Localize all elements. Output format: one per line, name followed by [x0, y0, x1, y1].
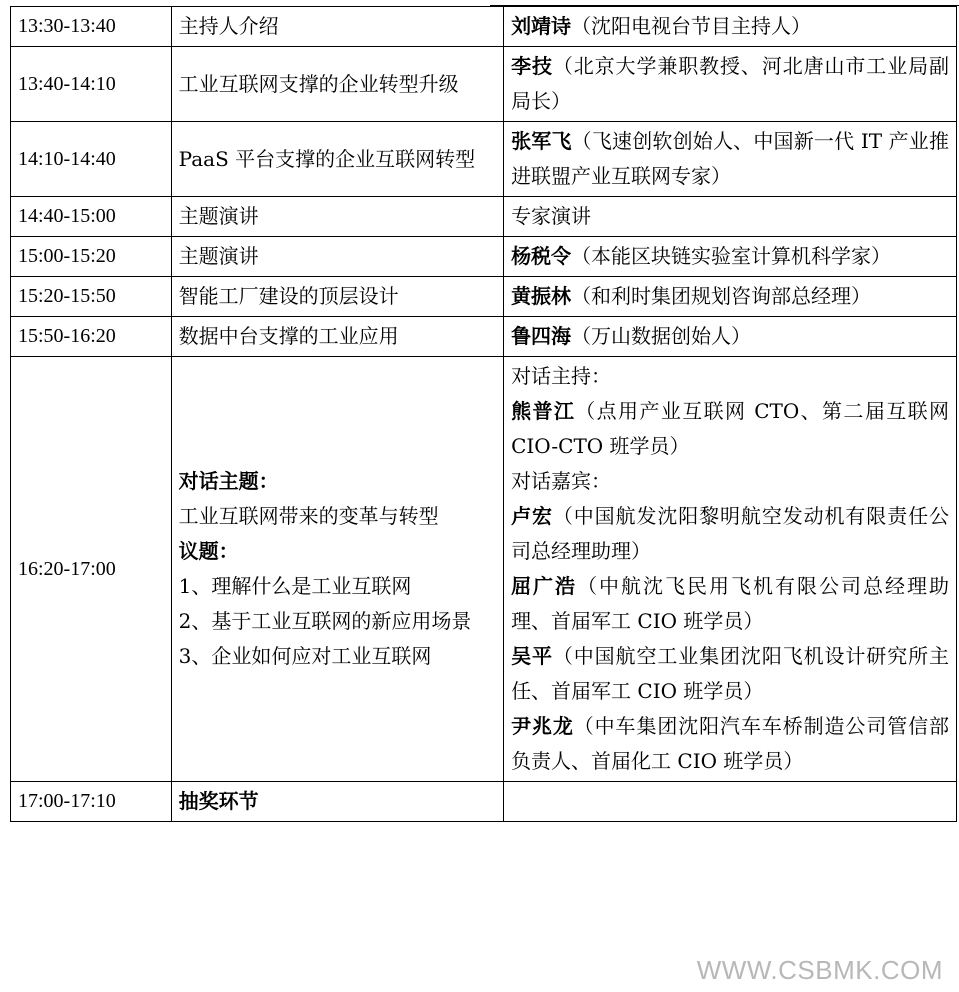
dialogue-issues-label: 议题：	[178, 539, 239, 563]
guest-desc: （中国航空工业集团沈阳飞机设计研究所主任、首届军工 CIO 班学员）	[511, 644, 950, 703]
speaker-desc: （北京大学兼职教授、河北唐山市工业局副局长）	[511, 54, 950, 113]
table-row	[11, 47, 957, 122]
speaker-desc: （万山数据创始人）	[571, 324, 752, 348]
guest-name: 卢宏	[511, 504, 553, 528]
dialogue-issue: 3、企业如何应对工业互联网	[178, 644, 432, 668]
topic-cell: 智能工厂建设的顶层设计	[171, 277, 503, 317]
speaker-desc: （沈阳电视台节目主持人）	[571, 14, 812, 38]
speaker-cell	[504, 317, 957, 357]
speaker-name: 黄振林	[511, 284, 572, 308]
dialogue-guest	[511, 709, 949, 779]
host-name: 熊普江	[511, 399, 576, 423]
dialogue-theme: 工业互联网带来的变革与转型	[178, 504, 439, 528]
speaker-name: 刘靖诗	[511, 14, 572, 38]
time-cell: 14:10-14:40	[11, 122, 172, 197]
topic-cell: 主题演讲	[171, 197, 503, 237]
agenda-table	[10, 6, 957, 822]
speaker-name: 鲁四海	[511, 324, 572, 348]
dialogue-theme-label: 对话主题：	[178, 469, 279, 493]
dialogue-guest	[511, 569, 949, 639]
dialogue-host	[511, 394, 949, 464]
speaker-cell	[504, 7, 957, 47]
dialogue-host-label: 对话主持：	[511, 364, 612, 388]
topic-cell: 抽奖环节	[171, 782, 503, 822]
time-cell: 15:50-16:20	[11, 317, 172, 357]
watermark-text: WWW.CSBMK.COM	[696, 955, 943, 985]
topic-cell: PaaS 平台支撑的企业互联网转型	[171, 122, 503, 197]
dialogue-guest	[511, 499, 949, 569]
speaker-cell	[504, 277, 957, 317]
speaker-cell	[504, 197, 957, 237]
dialogue-issue: 2、基于工业互联网的新应用场景	[178, 609, 472, 633]
host-desc: （点用产业互联网 CTO、第二届互联网 CIO-CTO 班学员）	[511, 399, 950, 458]
dialogue-topic-cell	[171, 357, 503, 782]
speaker-name: 杨税令	[511, 244, 572, 268]
topic-cell: 工业互联网支撑的企业转型升级	[171, 47, 503, 122]
topic-cell: 主持人介绍	[171, 7, 503, 47]
time-cell: 16:20-17:00	[11, 357, 172, 782]
table-row-dialogue	[11, 357, 957, 782]
guest-name: 吴平	[511, 644, 553, 668]
speaker-name: 李技	[511, 54, 553, 78]
time-cell: 15:20-15:50	[11, 277, 172, 317]
speaker-desc: （本能区块链实验室计算机科学家）	[571, 244, 892, 268]
guest-desc: （中国航发沈阳黎明航空发动机有限责任公司总经理助理）	[511, 504, 950, 563]
speaker-cell	[504, 782, 957, 822]
speaker-cell	[504, 237, 957, 277]
table-row	[11, 7, 957, 47]
table-row	[11, 277, 957, 317]
table-row	[11, 122, 957, 197]
time-cell: 15:00-15:20	[11, 237, 172, 277]
dialogue-guest	[511, 639, 949, 709]
speaker-cell	[504, 47, 957, 122]
dialogue-issue: 1、理解什么是工业互联网	[178, 574, 412, 598]
time-cell: 17:00-17:10	[11, 782, 172, 822]
speaker-desc: 专家演讲	[511, 204, 592, 228]
guest-name: 屈广浩	[511, 574, 578, 598]
table-row	[11, 317, 957, 357]
topic-cell: 主题演讲	[171, 237, 503, 277]
speaker-desc: （飞速创软创始人、中国新一代 IT 产业推进联盟产业互联网专家）	[511, 129, 949, 188]
time-cell: 14:40-15:00	[11, 197, 172, 237]
guest-desc: （中车集团沈阳汽车车桥制造公司管信部负责人、首届化工 CIO 班学员）	[511, 714, 950, 773]
time-cell: 13:40-14:10	[11, 47, 172, 122]
speaker-desc: （和利时集团规划咨询部总经理）	[571, 284, 872, 308]
guest-desc: （中航沈飞民用飞机有限公司总经理助理、首届军工 CIO 班学员）	[511, 574, 950, 633]
guest-name: 尹兆龙	[511, 714, 574, 738]
speaker-name: 张军飞	[511, 129, 572, 153]
dialogue-speaker-cell	[504, 357, 957, 782]
topic-cell: 数据中台支撑的工业应用	[171, 317, 503, 357]
table-row	[11, 197, 957, 237]
table-row	[11, 782, 957, 822]
time-cell: 13:30-13:40	[11, 7, 172, 47]
dialogue-guests-label: 对话嘉宾：	[511, 469, 612, 493]
speaker-cell	[504, 122, 957, 197]
table-row	[11, 237, 957, 277]
